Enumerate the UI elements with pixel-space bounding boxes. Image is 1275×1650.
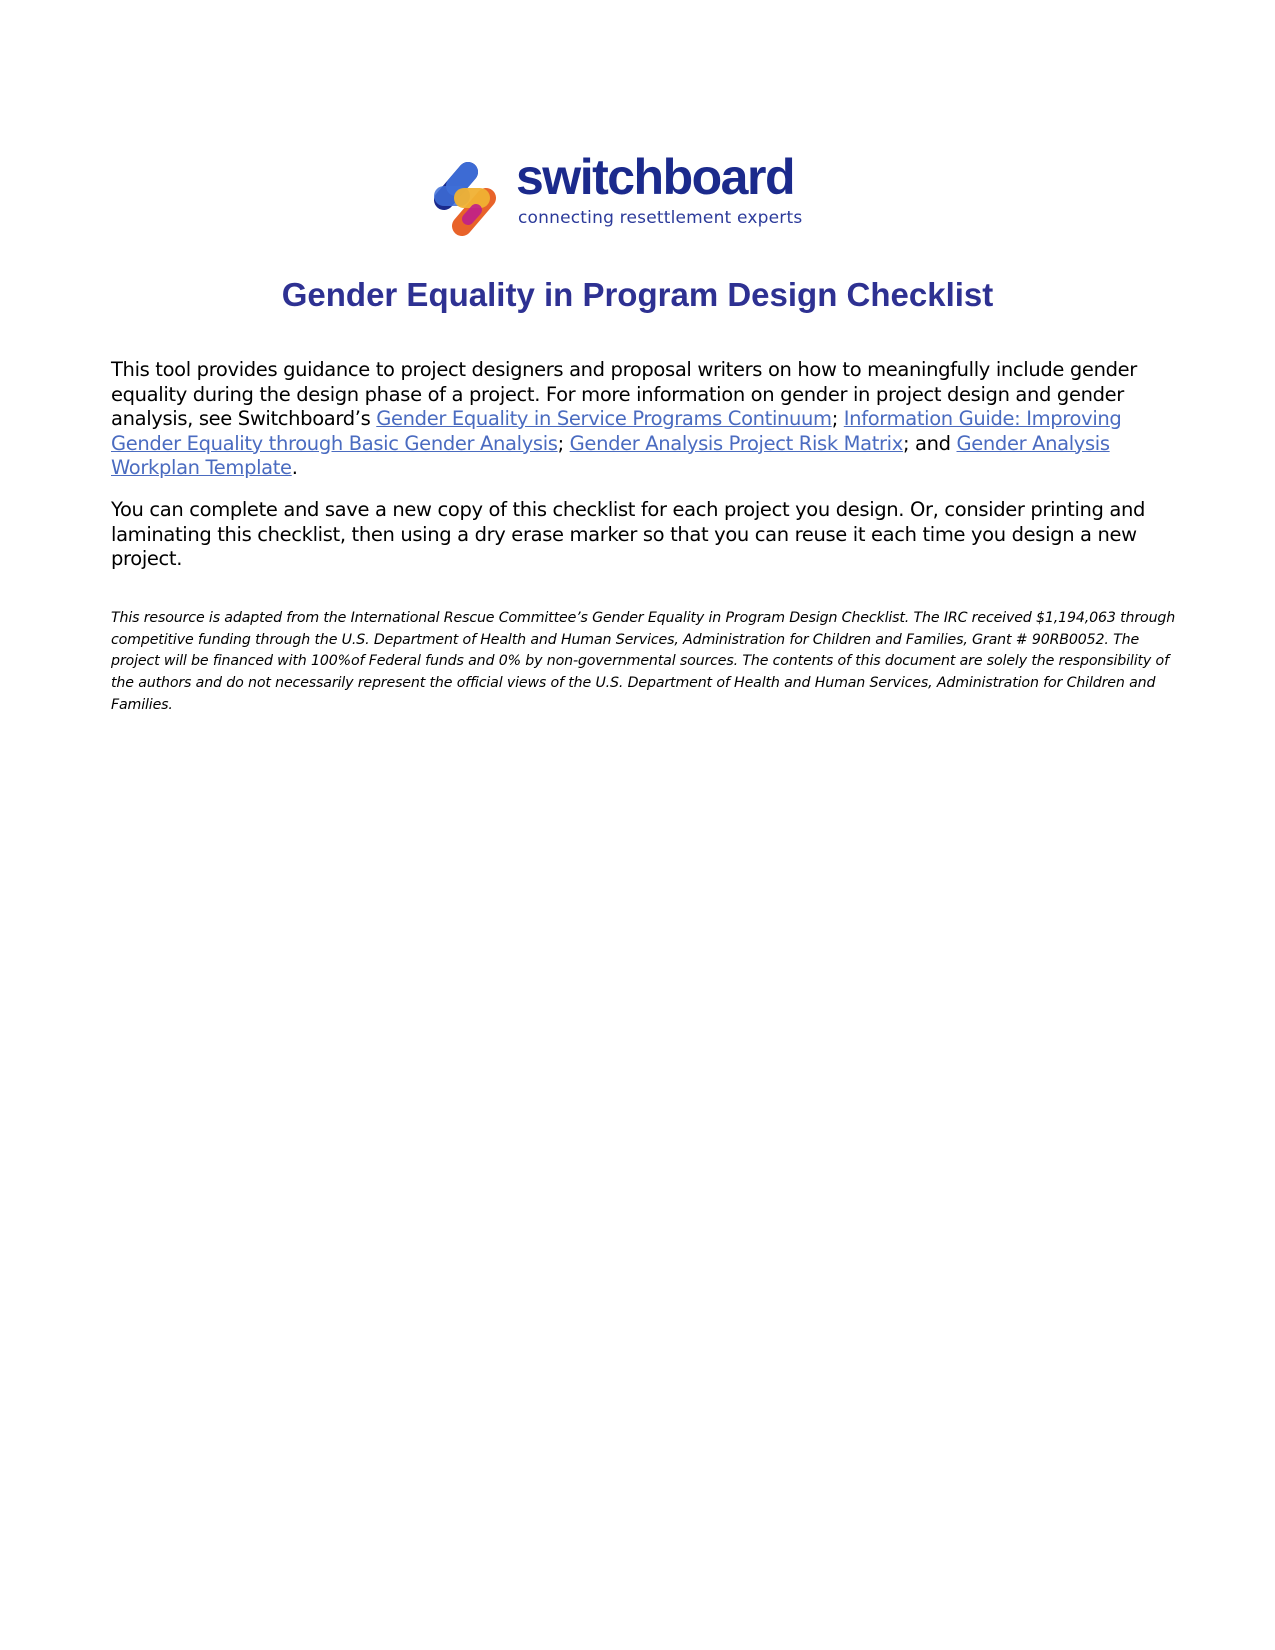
logo-tagline: connecting resettlement experts (518, 208, 803, 228)
intro-separator: ; and (902, 431, 957, 455)
funding-disclaimer: This resource is adapted from the International Rescue Committee’s Gender Equality in Program Design Checklist. The IRC received $1,194,063 through competitive funding through the U.S. Department of Health and Human Services, Administration for Children and Families, Grant # 90RB0052. The project will be financed with 100%of Federal funds and 0% by non-governmental sources. The contents of this document are solely the responsibility of the authors and do not necessarily represent the official views of the U.S. Department of Health and Human Services, Administration for Children and Families. (111, 610, 1176, 713)
logo-wordmark: switchboard (516, 149, 794, 205)
intro-separator: ; (557, 431, 570, 455)
intro-end: . (291, 456, 298, 479)
intro-text: This tool provides guidance to project designers and proposal writers on how to meaningfully include gender equality during the design phase of a project. For more information on gender in project design and gender analysis, see Switchboard’s (111, 358, 1137, 430)
link-project-risk-matrix[interactable]: Gender Analysis Project Risk Matrix (569, 431, 903, 455)
switchboard-logo (430, 149, 830, 242)
intro-paragraph (111, 358, 1171, 481)
intro-separator: ; (831, 407, 844, 430)
link-service-programs-continuum[interactable]: Gender Equality in Service Programs Continuum (376, 407, 832, 430)
page-title: Gender Equality in Program Design Checklist (281, 276, 994, 313)
link-workplan-template[interactable]: Gender Analysis Workplan Template (111, 431, 1110, 479)
link-information-guide[interactable]: Information Guide: Improving Gender Equality through Basic Gender Analysis (111, 407, 1122, 455)
switchboard-mark-icon (430, 158, 502, 240)
usage-paragraph: You can complete and save a new copy of this checklist for each project you design. Or, consider printing and laminating this checklist, then using a dry erase marker so that you can reuse it each time you design a new project. (111, 498, 1146, 570)
